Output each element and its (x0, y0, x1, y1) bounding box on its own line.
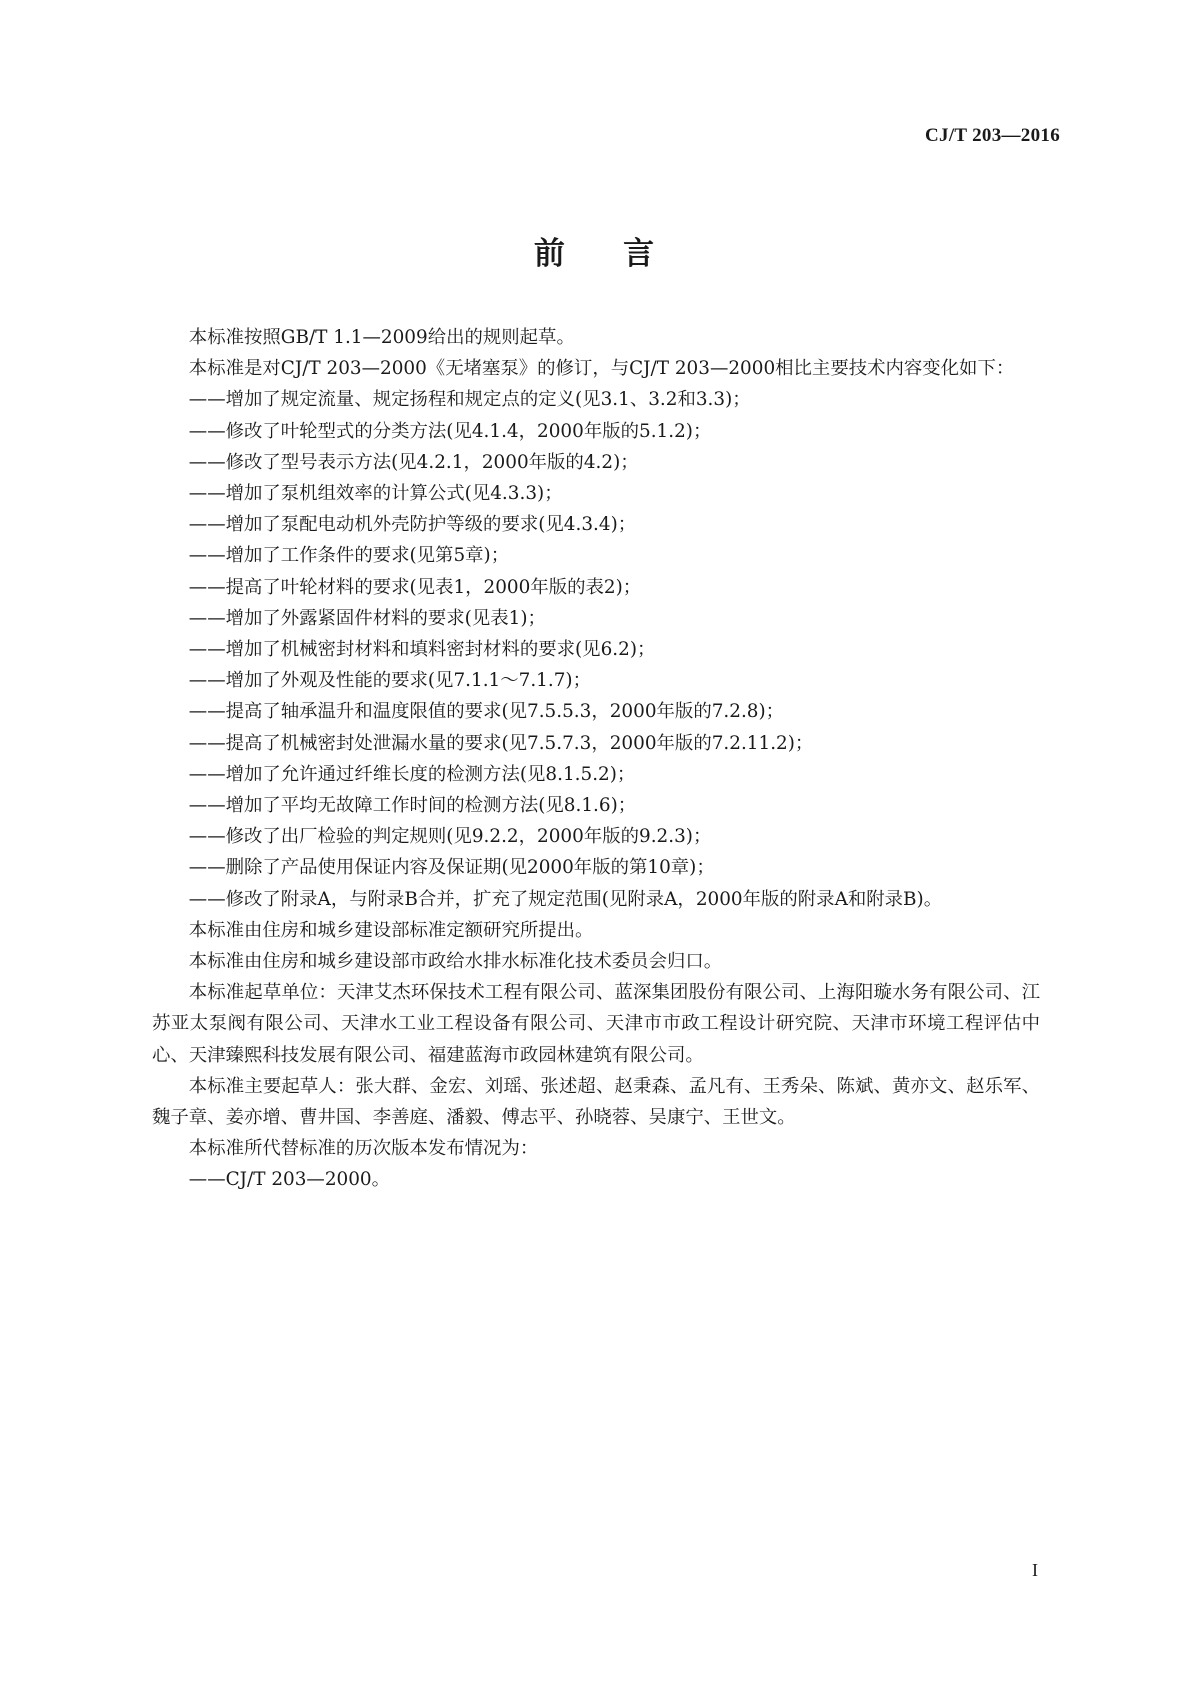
paragraph-drafting-rules: 本标准按照GB/T 1.1—2009给出的规则起草。 (188, 327, 575, 348)
paragraph-drafting-units: 本标准起草单位：天津艾杰环保技术工程有限公司、蓝深集团股份有限公司、上海阳璇水务有限公司、江苏亚太泵阀有限公司、天津水工业工程设备有限公司、天津市市政工程设计研究院、天津市环境工程评估中心、天津臻熙科技发展有限公司、福建蓝海市政园林建筑有限公司。 (152, 982, 1040, 1066)
change-item: ——增加了外观及性能的要求(见7.1.1～7.1.7)； (188, 670, 591, 692)
change-item: ——修改了型号表示方法(见4.2.1，2000年版的4.2)； (188, 451, 639, 473)
standard-code-header: CJ/T 203—2016 (925, 125, 1060, 146)
change-item: ——修改了出厂检验的判定规则(见9.2.2，2000年版的9.2.3)； (188, 826, 712, 848)
paragraph-version-history: 本标准所代替标准的历次版本发布情况为： (188, 1138, 539, 1160)
change-item: ——提高了叶轮材料的要求(见表1，2000年版的表2)； (188, 576, 642, 598)
change-item: ——增加了外露紧固件材料的要求(见表1)； (188, 607, 546, 629)
change-item: ——修改了叶轮型式的分类方法(见4.1.4，2000年版的5.1.2)； (188, 420, 712, 442)
page-number: I (1032, 1560, 1038, 1580)
change-item: ——删除了产品使用保证内容及保证期(见2000年版的第10章)； (188, 857, 715, 879)
paragraph-proposed-by: 本标准由住房和城乡建设部标准定额研究所提出。 (188, 919, 594, 941)
change-item: ——增加了泵机组效率的计算公式(见4.3.3)； (188, 483, 563, 505)
change-item: ——增加了机械密封材料和填料密封材料的要求(见6.2)； (188, 639, 656, 661)
change-item: ——增加了平均无故障工作时间的检测方法(见8.1.6)； (188, 795, 637, 817)
paragraph-administered-by: 本标准由住房和城乡建设部市政给水排水标准化技术委员会归口。 (188, 951, 723, 973)
paragraph-revision-intro: 本标准是对CJ/T 203—2000《无堵塞泵》的修订，与CJ/T 203—2000相比主要技术内容变化如下： (188, 358, 1015, 380)
change-item: ——增加了工作条件的要求(见第5章)； (188, 545, 510, 567)
paragraph-drafters: 本标准主要起草人：张大群、金宏、刘瑶、张述超、赵秉森、孟凡有、王秀朵、陈斌、黄亦文、赵乐军、魏子章、姜亦增、曹井国、李善庭、潘毅、傅志平、孙晓蓉、吴康宁、王世文。 (152, 1075, 1040, 1129)
page-title: 前 言 (533, 236, 658, 272)
change-item: ——提高了轴承温升和温度限值的要求(见7.5.5.3，2000年版的7.2.8)； (188, 701, 785, 723)
change-item: ——增加了规定流量、规定扬程和规定点的定义(见3.1、3.2和3.3)； (188, 389, 751, 411)
paragraph-previous-version: ——CJ/T 203—2000。 (188, 1169, 391, 1191)
change-item: ——增加了泵配电动机外壳防护等级的要求(见4.3.4)； (188, 514, 637, 536)
change-item: ——提高了机械密封处泄漏水量的要求(见7.5.7.3，2000年版的7.2.11.2)； (188, 732, 814, 754)
change-item: ——修改了附录A，与附录B合并，扩充了规定范围(见附录A，2000年版的附录A和附录B)。 (188, 888, 943, 910)
foreword-body (152, 322, 1040, 1196)
change-item: ——增加了允许通过纤维长度的检测方法(见8.1.5.2)； (188, 763, 636, 785)
